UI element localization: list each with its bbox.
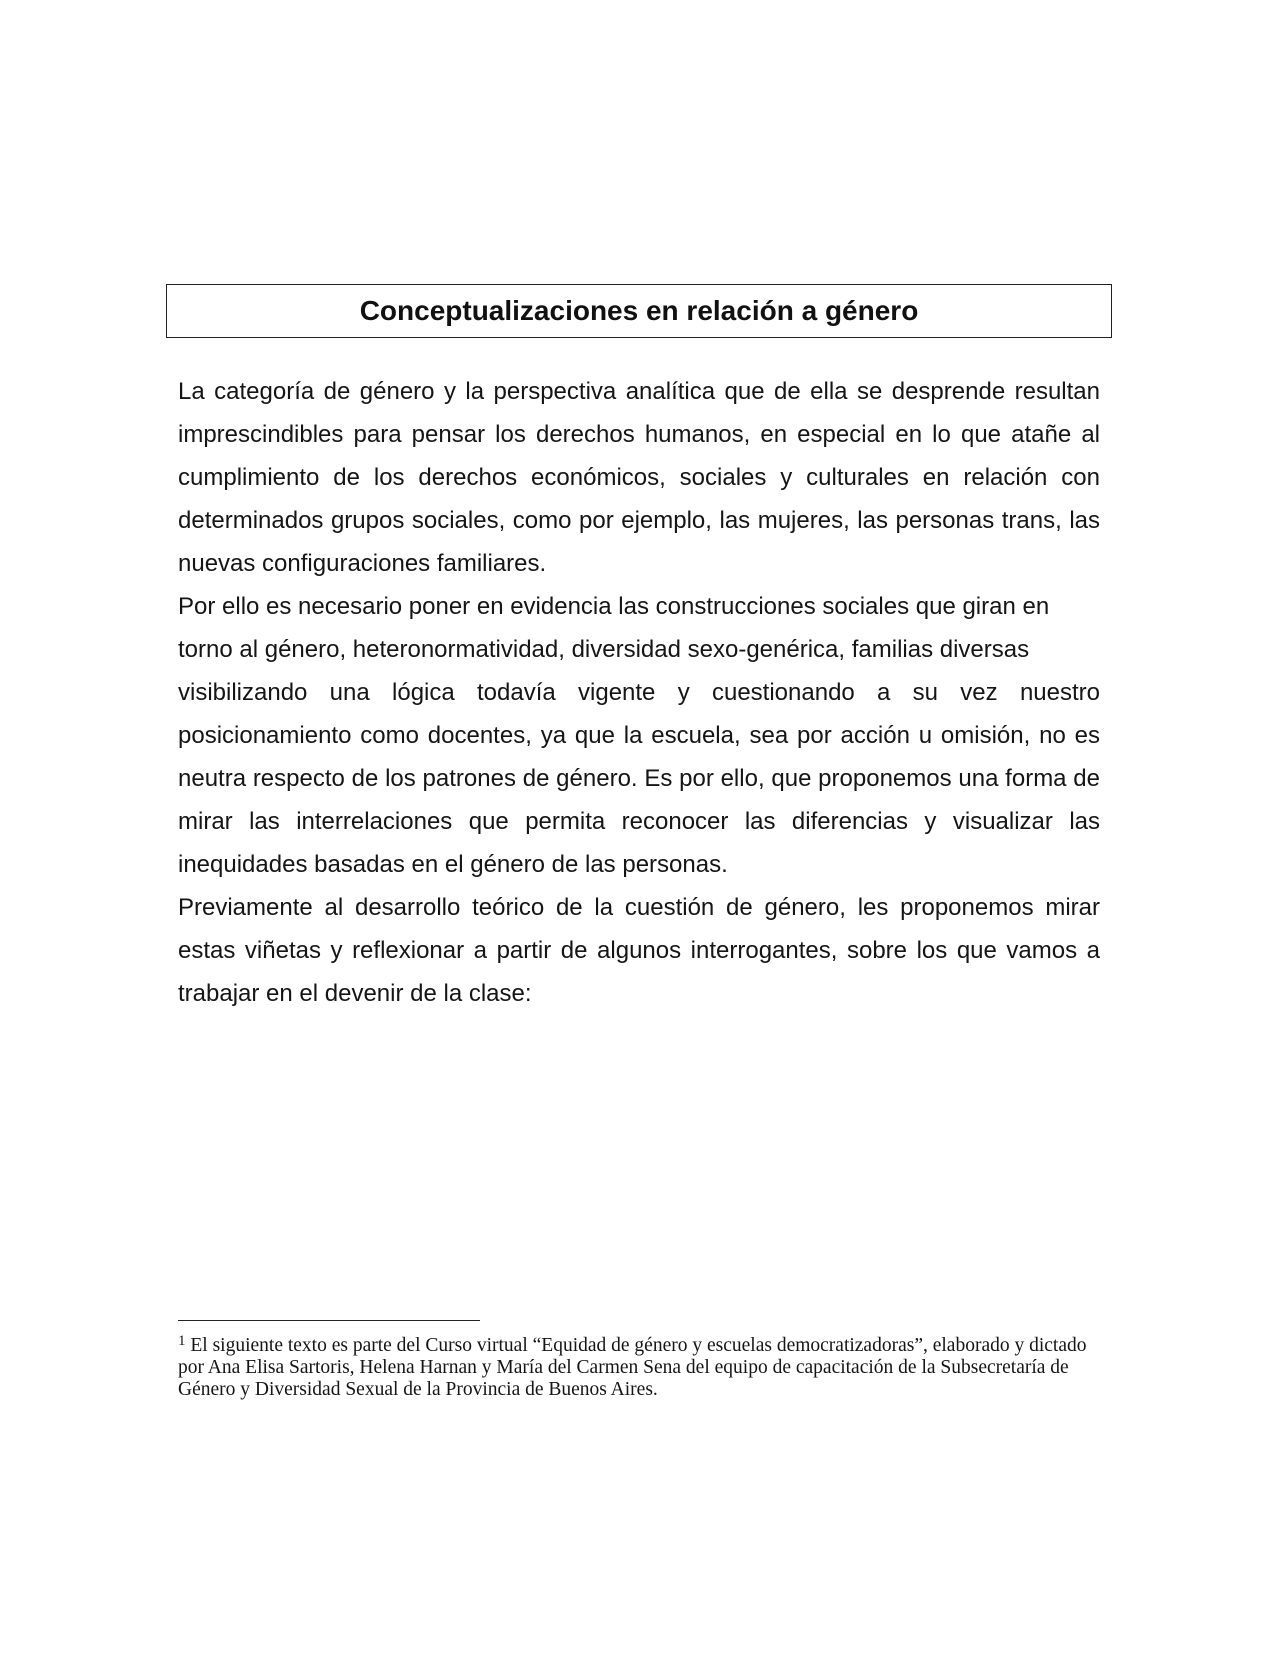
footnote-text: El siguiente texto es parte del Curso virtual “Equidad de género y escuelas democratizadoras”, elaborado y dictado por Ana Elisa Sartoris, Helena Harnan y María del Carmen Sena del equipo de capacitación de la Subsecretaría de Género y Diversidad Sexual de la Provincia de Buenos Aires. [178,1335,1087,1400]
title-box [166,284,1112,338]
footnote [178,1335,1100,1401]
paragraph-1: La categoría de género y la perspectiva analítica que de ella se desprende resultan imprescindibles para pensar los derechos humanos, en especial en lo que atañe al cumplimiento de los derechos económicos, sociales y culturales en relación con determinados grupos sociales, como por ejemplo, las mujeres, las personas trans, las nuevas configuraciones familiares. [178,378,1100,577]
footnote-marker: 1 [178,1333,186,1349]
page-title: Conceptualizaciones en relación a género [359,295,919,326]
footnote-divider [178,1320,480,1321]
paragraph-3: visibilizando una lógica todavía vigente y cuestionando a su vez nuestro posicionamiento como docentes, ya que la escuela, sea por acción u omisión, no es neutra respecto de los patrones de género. Es por ello, que proponemos una forma de mirar las interrelaciones que permita reconocer las diferencias y visualizar las inequidades basadas en el género de las personas. [178,679,1100,878]
paragraph-4: Previamente al desarrollo teórico de la cuestión de género, les proponemos mirar estas viñetas y reflexionar a partir de algunos interrogantes, sobre los que vamos a trabajar en el devenir de la clase: [178,894,1100,1007]
paragraph-2: Por ello es necesario poner en evidencia las construcciones sociales que giran en torno al género, heteronormatividad, diversidad sexo-genérica, familias diversas [178,593,1050,663]
body-text [178,370,1100,1015]
